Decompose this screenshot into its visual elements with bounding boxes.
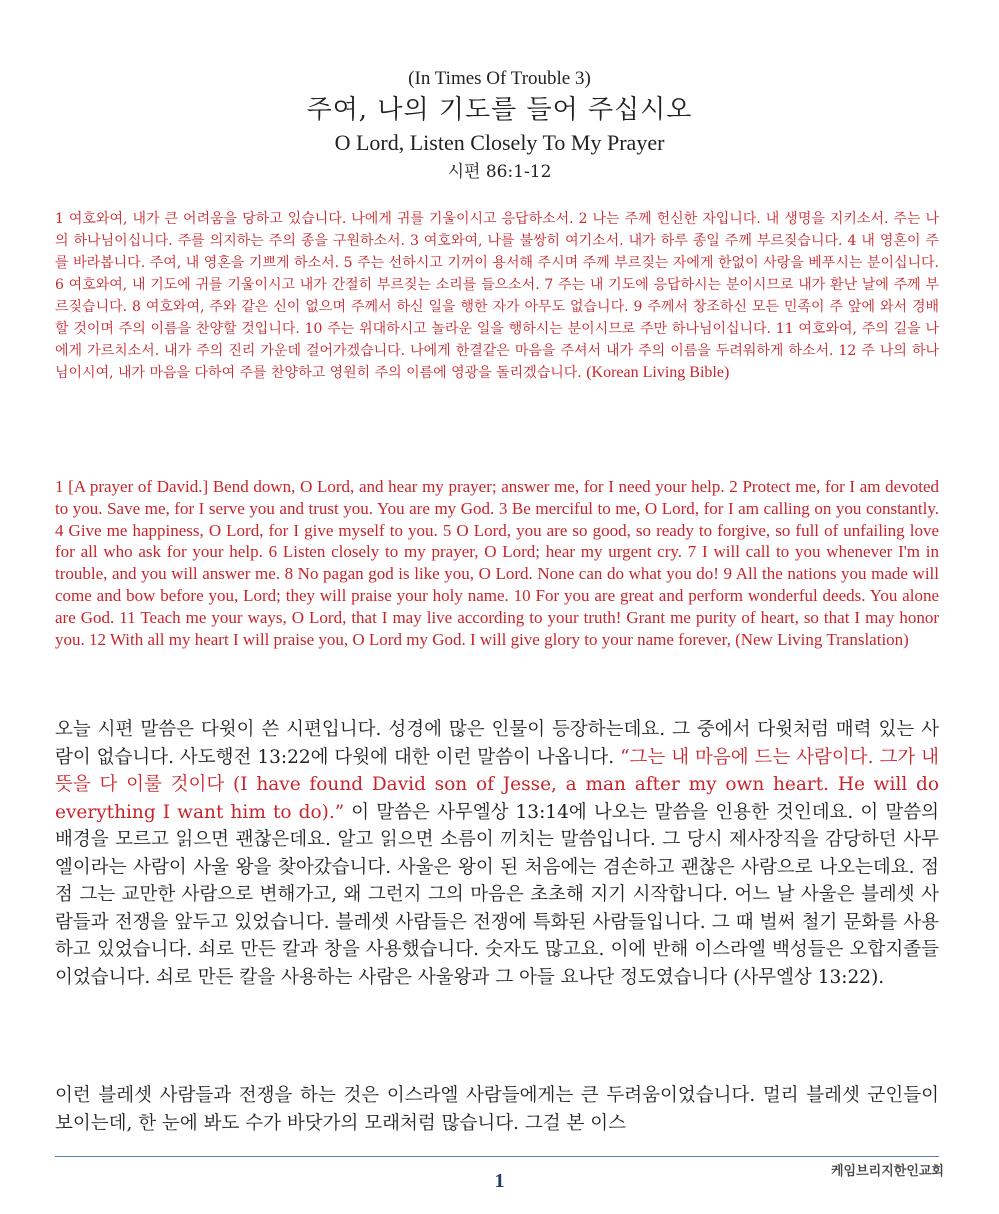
series-title: (In Times Of Trouble 3) — [408, 68, 591, 89]
scripture-english: 1 [A prayer of David.] Bend down, O Lord, and hear my prayer; answer me, for I need your help. 2 Protect me, for I am devoted to you. Save me, for I serve you and trust you. You are my God. 3 Be merciful to me, O Lord, for I am calling on you constantly. 4 Give me happiness, O Lord, for I give myself to you. 5 O Lord, you are so good, so ready to forgive, so full of unfailing love for all who ask for your help. 6 Listen closely to my prayer, O Lord; hear my urgent cry. 7 I will call to you whenever I'm in trouble, and you will answer me. 8 No pagan god is like you, O Lord. None can do what you do! 9 All the nations you made will come and bow before you, Lord; they will praise your holy name. 10 For you are great and perform wonderful deeds. You alone are God. 11 Teach me your ways, O Lord, that I may live according to your truth! Grant me purity of heart, so that I may honor you. 12 With all my heart I will praise you, O Lord my God. I will give glory to your name forever, (New Living Translation) — [55, 477, 939, 649]
header — [0, 66, 999, 186]
quoted-verse: “그는 내 마음에 드는 사람이다. 그가 내 뜻을 다 이룰 것이다 (I have found David son of Jesse, a man after my own heart. He will do everything I want him to do).” — [55, 746, 939, 823]
title-korean: 주여, 나의 기도를 들어 주십시오 — [306, 95, 693, 125]
church-name: 케임브리지한인교회 — [830, 1164, 944, 1179]
scripture-korean-source: (Korean Living Bible) — [586, 364, 730, 381]
sermon-paragraph-1 — [55, 716, 939, 991]
scripture-korean — [55, 208, 939, 384]
title-english: O Lord, Listen Closely To My Prayer — [334, 130, 665, 155]
scripture-reference: 시편 86:1-12 — [447, 162, 552, 182]
scripture-korean-text: 1 여호와여, 내가 큰 어려움을 당하고 있습니다. 나에게 귀를 기울이시고 응답하소서. 2 나는 주께 헌신한 자입니다. 내 생명을 지키소서. 주는 나의 하나님이십니다. 주를 의지하는 주의 종을 구원하소서. 3 여호와여, 나를 불쌍히 여기소서. 내가 하루 종일 주께 부르짖습니다. 4 내 영혼이 주를 바라봅니다. 주여, 내 영혼을 기쁘게 하소서. 5 주는 선하시고 기꺼이 용서해 주시며 주께 부르짖는 자에게 한없이 사랑을 베푸시는 분이십니다. 6 여호와여, 내 기도에 귀를 기울이시고 내가 간절히 부르짖는 소리를 들으소서. 7 주는 내 기도에 응답하시는 분이시므로 내가 환난 날에 주께 부르짖습니다. 8 여호와여, 주와 같은 신이 없으며 주께서 하신 일을 행한 자가 아무도 없습니다. 9 주께서 창조하신 모든 민족이 주 앞에 와서 경배할 것이며 주의 이름을 찬양할 것입니다. 10 주는 위대하시고 놀라운 일을 행하시는 분이시므로 주만 하나님이십니다. 11 여호와여, 주의 길을 나에게 가르치소서. 내가 주의 진리 가운데 걸어가겠습니다. 나에게 한결같은 마음을 주셔서 내가 주의 이름을 두려워하게 하소서. 12 주 나의 하나님이시여, 내가 마음을 다하여 주를 찬양하고 영원히 주의 이름에 영광을 돌리겠습니다. — [55, 211, 939, 381]
paragraph-text: 이 말씀은 사무엘상 13:14에 나오는 말씀을 인용한 것인데요. 이 말씀의 배경을 모르고 읽으면 괜찮은데요. 알고 읽으면 소름이 끼치는 말씀입니다. 그 당시 제사장직을 감당하던 사무엘이라는 사람이 사울 왕을 찾아갔습니다. 사울은 왕이 된 처음에는 겸손하고 괜찮은 사람으로 나오는데요. 점점 그는 교만한 사람으로 변해가고, 왜 그런지 그의 마음은 초초해 지기 시작합니다. 어느 날 사울은 블레셋 사람들과 전쟁을 앞두고 있었습니다. 블레셋 사람들은 전쟁에 특화된 사람들입니다. 그 때 벌써 철기 문화를 사용하고 있었습니다. 쇠로 만든 칼과 창을 사용했습니다. 숫자도 많고요. 이에 반해 이스라엘 백성들은 오합지졸들이었습니다. 쇠로 만든 칼을 사용하는 사람은 사울왕과 그 아들 요나단 정도였습니다 (사무엘상 13:22). — [55, 801, 939, 988]
footer-divider — [55, 1156, 939, 1157]
sermon-paragraph-2: 이런 블레셋 사람들과 전쟁을 하는 것은 이스라엘 사람들에게는 큰 두려움이었습니다. 멀리 블레셋 군인들이 보이는데, 한 눈에 봐도 수가 바닷가의 모래처럼 많습니다. 그걸 본 이스 — [55, 1085, 939, 1134]
paragraph-text: 오늘 시편 말씀은 다윗이 쓴 시편입니다. 성경에 많은 인물이 등장하는데요. 그 중에서 다윗처럼 매력 있는 사람이 없습니다. 사도행전 13:22에 다윗에 대한 이런 말씀이 나옵니다. — [55, 719, 939, 768]
page-number: 1 — [494, 1170, 505, 1192]
